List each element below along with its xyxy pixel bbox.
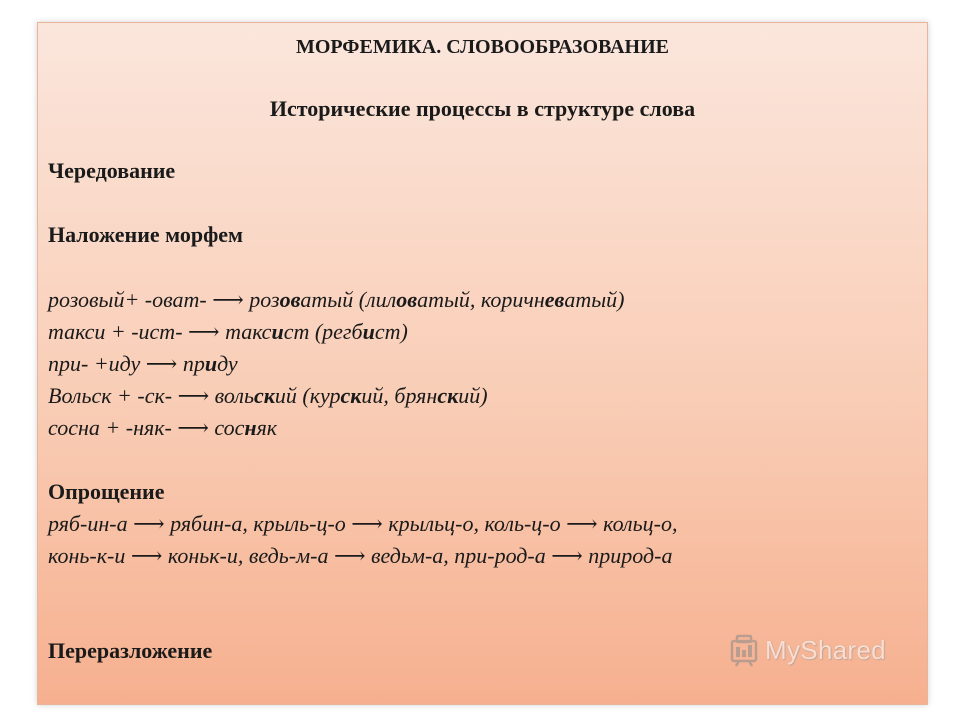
watermark-text: MyShared: [765, 634, 886, 665]
emphasized-segment: и: [271, 319, 284, 344]
text-segment: як: [256, 415, 278, 440]
overlap-example-line: [48, 287, 624, 313]
text-segment: такси + -ист- ⟶ такс: [48, 319, 272, 344]
emphasized-segment: ов: [396, 287, 418, 312]
overlap-example-line: [48, 415, 277, 441]
simplification-example-line: конь-к-и ⟶ коньк-и, ведь-м-а ⟶ ведьм-а, при-род-а ⟶ природ-а: [48, 543, 673, 568]
text-segment: розовый+ -оват- ⟶ роз: [48, 287, 280, 312]
text-segment: Вольск + -ск- ⟶ воль: [48, 383, 254, 408]
text-segment: ст): [374, 319, 408, 344]
text-segment: ий, брян: [361, 383, 438, 408]
emphasized-segment: ск: [437, 383, 459, 408]
overlap-example-line: [48, 319, 408, 345]
text-segment: сосна + -няк- ⟶ сос: [48, 415, 245, 440]
watermark: [729, 632, 886, 668]
text-segment: ий (кур: [274, 383, 341, 408]
slide-subtitle: Исторические процессы в структуре слова: [269, 96, 696, 121]
text-segment: при- +иду ⟶ пр: [48, 351, 205, 376]
overlap-example-line: [48, 351, 238, 377]
text-segment: атый, коричн: [417, 287, 545, 312]
emphasized-segment: ов: [279, 287, 301, 312]
text-segment: ст (регб: [283, 319, 363, 344]
myshared-logo-icon: [729, 633, 759, 667]
section-overlap: Наложение морфем: [48, 222, 244, 247]
slide-title: МОРФЕМИКА. СЛОВООБРАЗОВАНИЕ: [296, 36, 669, 58]
text-segment: атый (лил: [300, 287, 397, 312]
section-alternation: Чередование: [48, 158, 176, 183]
text-segment: ду: [217, 351, 238, 376]
text-segment: атый): [564, 287, 625, 312]
text-segment: ий): [458, 383, 488, 408]
emphasized-segment: н: [244, 415, 257, 440]
emphasized-segment: ск: [253, 383, 275, 408]
emphasized-segment: ск: [340, 383, 362, 408]
section-simplification: Опрощение: [48, 479, 165, 504]
emphasized-segment: ев: [544, 287, 565, 312]
emphasized-segment: и: [204, 351, 218, 376]
slide: [37, 22, 928, 705]
emphasized-segment: и: [362, 319, 375, 344]
overlap-example-line: [48, 383, 488, 409]
simplification-example-line: ряб-ин-а ⟶ рябин-а, крыль-ц-о ⟶ крыльц-о, коль-ц-о ⟶ кольц-о,: [48, 511, 678, 536]
section-reanalysis: Переразложение: [48, 638, 213, 663]
